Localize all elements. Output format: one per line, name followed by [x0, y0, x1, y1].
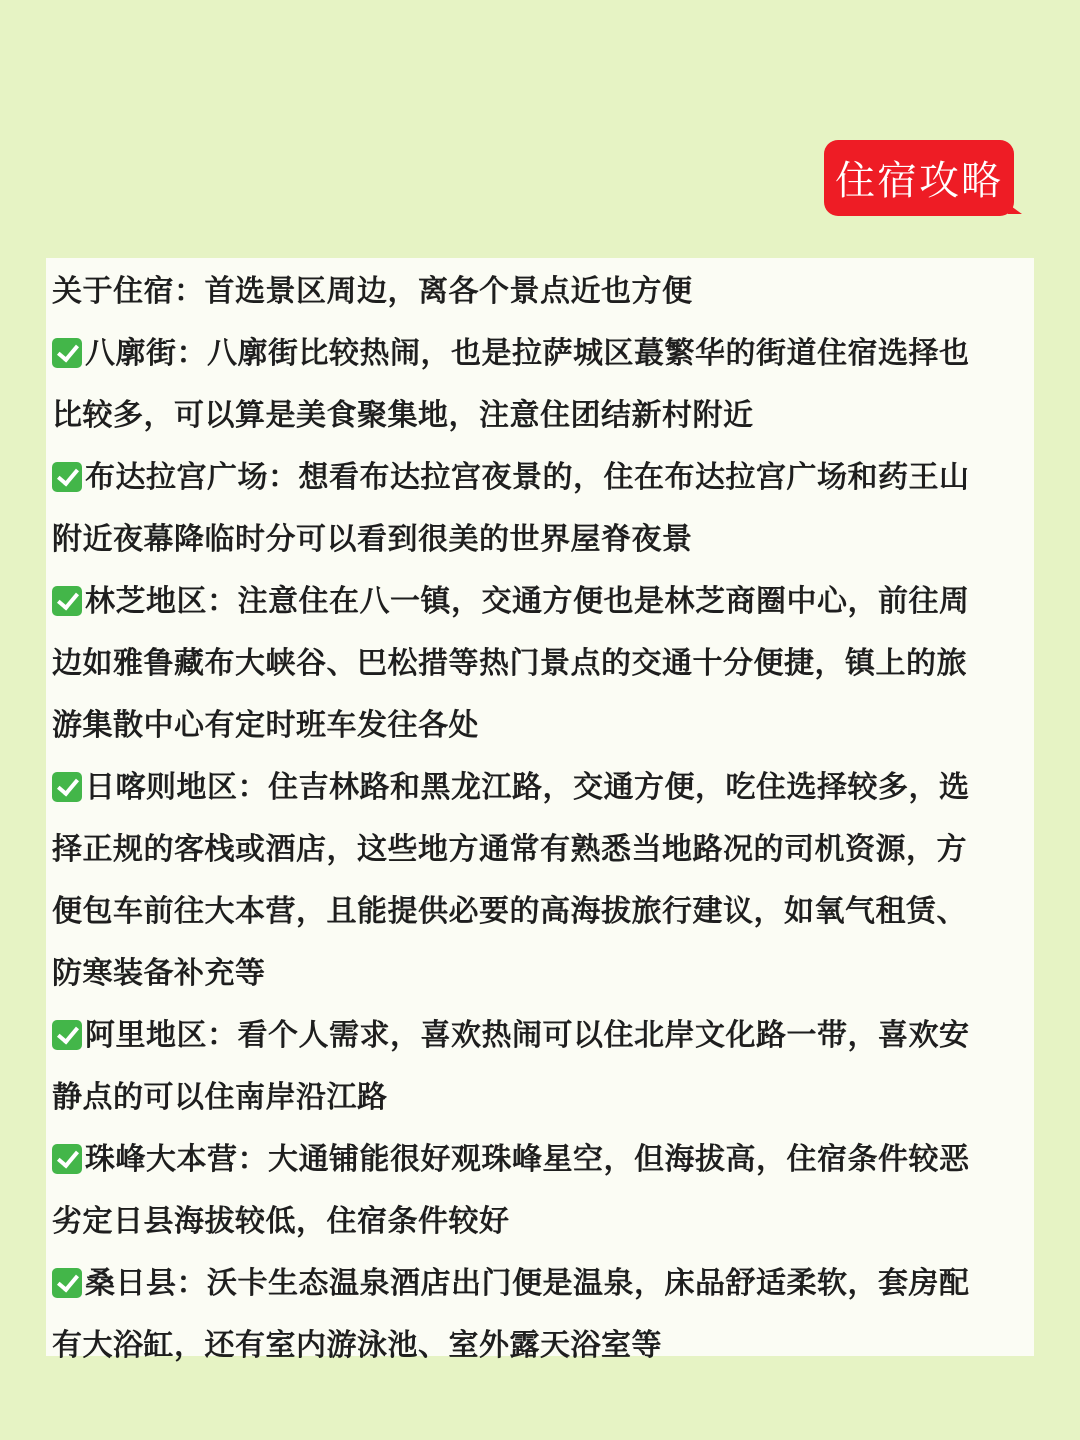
- item-text: 阿里地区：看个人需求，喜欢热闹可以住北岸文化路一带，喜欢安: [85, 1018, 970, 1053]
- item-line: [52, 757, 1028, 819]
- item-line: 防寒装备补充等: [52, 956, 266, 991]
- item-text: 珠峰大本营：大通铺能很好观珠峰星空，但海拔高，住宿条件较恶: [85, 1142, 970, 1177]
- list-item-sangri: [52, 1253, 1028, 1377]
- list-item-barkhor: [52, 323, 1028, 447]
- item-text: 林芝地区：注意住在八一镇，交通方便也是林芝商圈中心，前往周: [85, 584, 970, 619]
- list-item-nyingchi: [52, 571, 1028, 757]
- check-icon: [52, 338, 82, 368]
- intro-line: 关于住宿：首选景区周边，离各个景点近也方便: [52, 274, 693, 309]
- badge-label: 住宿攻略: [835, 157, 1003, 204]
- item-text: 桑日县：沃卡生态温泉酒店出门便是温泉，床品舒适柔软，套房配: [85, 1266, 970, 1301]
- content-card: [46, 258, 1034, 1363]
- list-item-ngari: [52, 1005, 1028, 1129]
- item-line: [52, 447, 1028, 509]
- item-line: [52, 323, 1028, 385]
- item-text: 八廓街：八廓街比较热闹，也是拉萨城区蕞繁华的街道住宿选择也: [85, 336, 970, 371]
- check-icon: [52, 586, 82, 616]
- item-line: [52, 1253, 1028, 1315]
- list-item-shigatse: [52, 757, 1028, 1005]
- item-line: [52, 571, 1028, 633]
- item-line: 有大浴缸，还有室内游泳池、室外露天浴室等: [52, 1328, 662, 1363]
- item-line: 静点的可以住南岸沿江路: [52, 1080, 388, 1115]
- item-line: 边如雅鲁藏布大峡谷、巴松措等热门景点的交通十分便捷，镇上的旅: [52, 646, 967, 681]
- list-item-potala-square: [52, 447, 1028, 571]
- item-line: [52, 1129, 1028, 1191]
- item-line: 择正规的客栈或酒店，这些地方通常有熟悉当地路况的司机资源，方: [52, 832, 967, 867]
- check-icon: [52, 1268, 82, 1298]
- item-line: 便包车前往大本营，且能提供必要的高海拔旅行建议，如氧气租赁、: [52, 894, 967, 929]
- check-icon: [52, 462, 82, 492]
- item-line: 游集散中心有定时班车发往各处: [52, 708, 479, 743]
- item-line: 劣定日县海拔较低，住宿条件较好: [52, 1204, 510, 1239]
- item-text: 日喀则地区：住吉林路和黑龙江路，交通方便，吃住选择较多，选: [85, 770, 970, 805]
- check-icon: [52, 1020, 82, 1050]
- check-icon: [52, 772, 82, 802]
- item-line: 比较多，可以算是美食聚集地，注意住团结新村附近: [52, 398, 754, 433]
- item-line: 附近夜幕降临时分可以看到很美的世界屋脊夜景: [52, 522, 693, 557]
- item-text: 布达拉宫广场：想看布达拉宫夜景的，住在布达拉宫广场和药王山: [85, 460, 970, 495]
- list-item-everest-base-camp: [52, 1129, 1028, 1253]
- check-icon: [52, 1144, 82, 1174]
- accommodation-guide-badge: [824, 140, 1014, 216]
- badge-tail: [1008, 204, 1022, 214]
- item-line: [52, 1005, 1028, 1067]
